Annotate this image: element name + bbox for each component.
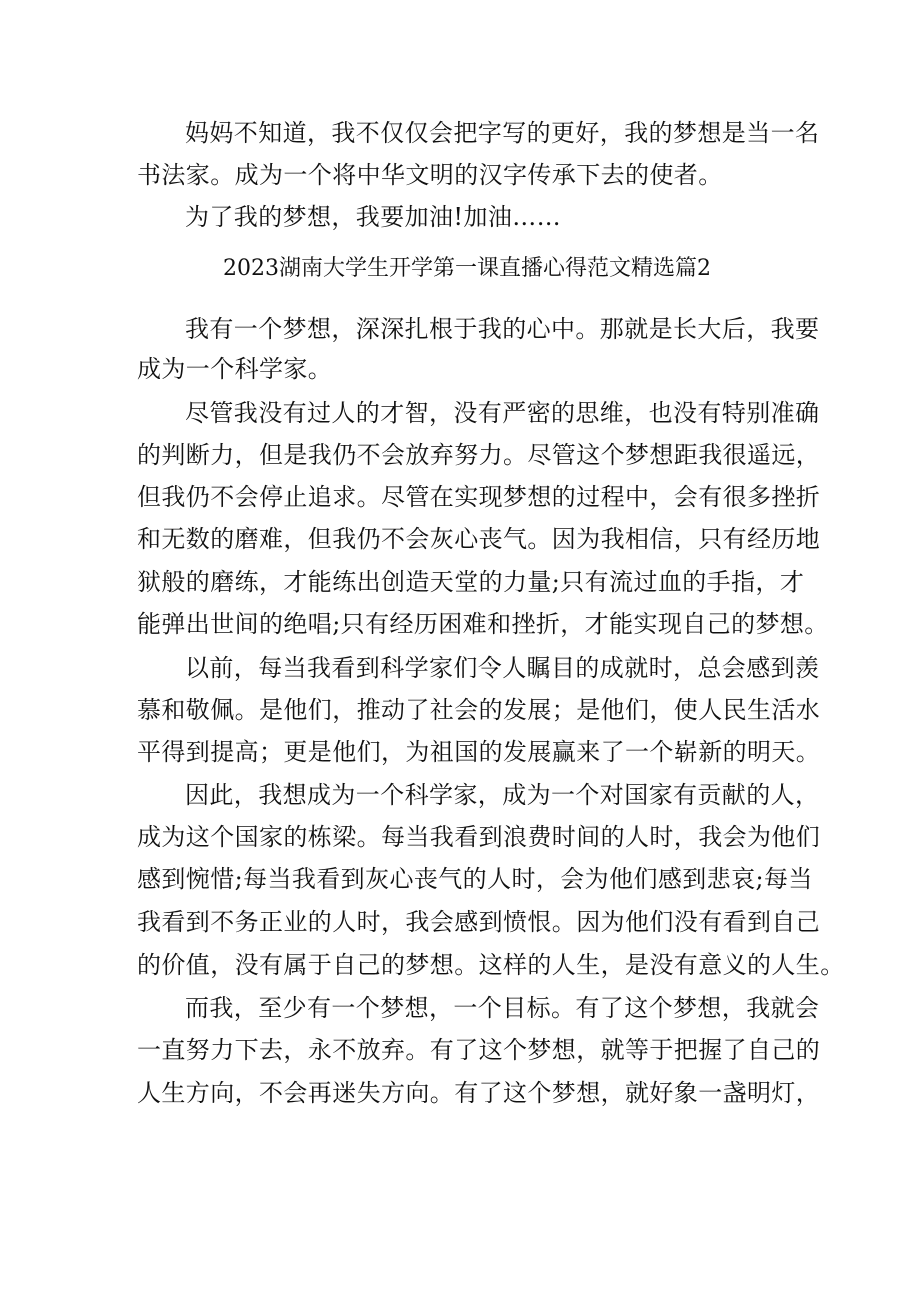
section-title: 2023湖南大学生开学第一课直播心得范文精选篇2: [223, 256, 711, 281]
paragraph-line: 而我，至少有一个梦想，一个目标。有了这个梦想，我就会: [185, 994, 820, 1022]
paragraph-line: 成为一个科学家。: [137, 355, 333, 383]
paragraph-line: 以前，每当我看到科学家们令人瞩目的成就时，总会感到羡: [185, 654, 820, 682]
paragraph-line: 尽管我没有过人的才智，没有严密的思维，也没有特别准确: [185, 399, 820, 427]
paragraph-line: 我有一个梦想，深深扎根于我的心中。那就是长大后，我要: [185, 315, 820, 343]
paragraph-line: 但我仍不会停止追求。尽管在实现梦想的过程中，会有很多挫折: [137, 483, 821, 511]
paragraph-line: 感到惋惜;每当我看到灰心丧气的人时，会为他们感到悲哀;每当: [137, 865, 813, 893]
paragraph-line: 慕和敬佩。是他们，推动了社会的发展；是他们，使人民生活水: [137, 696, 821, 724]
paragraph-line: 书法家。成为一个将中华文明的汉字传承下去的使者。: [137, 161, 723, 189]
paragraph-line: 一直努力下去，永不放弃。有了这个梦想，就等于把握了自己的: [137, 1036, 821, 1064]
paragraph-line: 为了我的梦想，我要加油!加油……: [185, 203, 562, 231]
paragraph-line: 我看到不务正业的人时，我会感到愤恨。因为他们没有看到自己: [137, 908, 821, 936]
paragraph-line: 的判断力，但是我仍不会放弃努力。尽管这个梦想距我很遥远，: [137, 441, 821, 469]
paragraph-line: 和无数的磨难，但我仍不会灰心丧气。因为我相信，只有经历地: [137, 525, 821, 553]
paragraph-line: 因此，我想成为一个科学家，成为一个对国家有贡献的人，: [185, 781, 820, 809]
paragraph-line: 狱般的磨练，才能练出创造天堂的力量;只有流过血的手指，才: [137, 568, 805, 596]
paragraph-line: 的价值，没有属于自己的梦想。这样的人生，是没有意义的人生。: [137, 951, 845, 979]
paragraph-line: 成为这个国家的栋梁。每当我看到浪费时间的人时，我会为他们: [137, 823, 821, 851]
paragraph-line: 能弹出世间的绝唱;只有经历困难和挫折，才能实现自己的梦想。: [137, 610, 829, 638]
paragraph-line: 平得到提高；更是他们，为祖国的发展赢来了一个崭新的明天。: [137, 738, 821, 766]
paragraph-line: 妈妈不知道，我不仅仅会把字写的更好，我的梦想是当一名: [185, 119, 820, 147]
paragraph-line: 人生方向，不会再迷失方向。有了这个梦想，就好象一盏明灯，: [137, 1079, 821, 1107]
